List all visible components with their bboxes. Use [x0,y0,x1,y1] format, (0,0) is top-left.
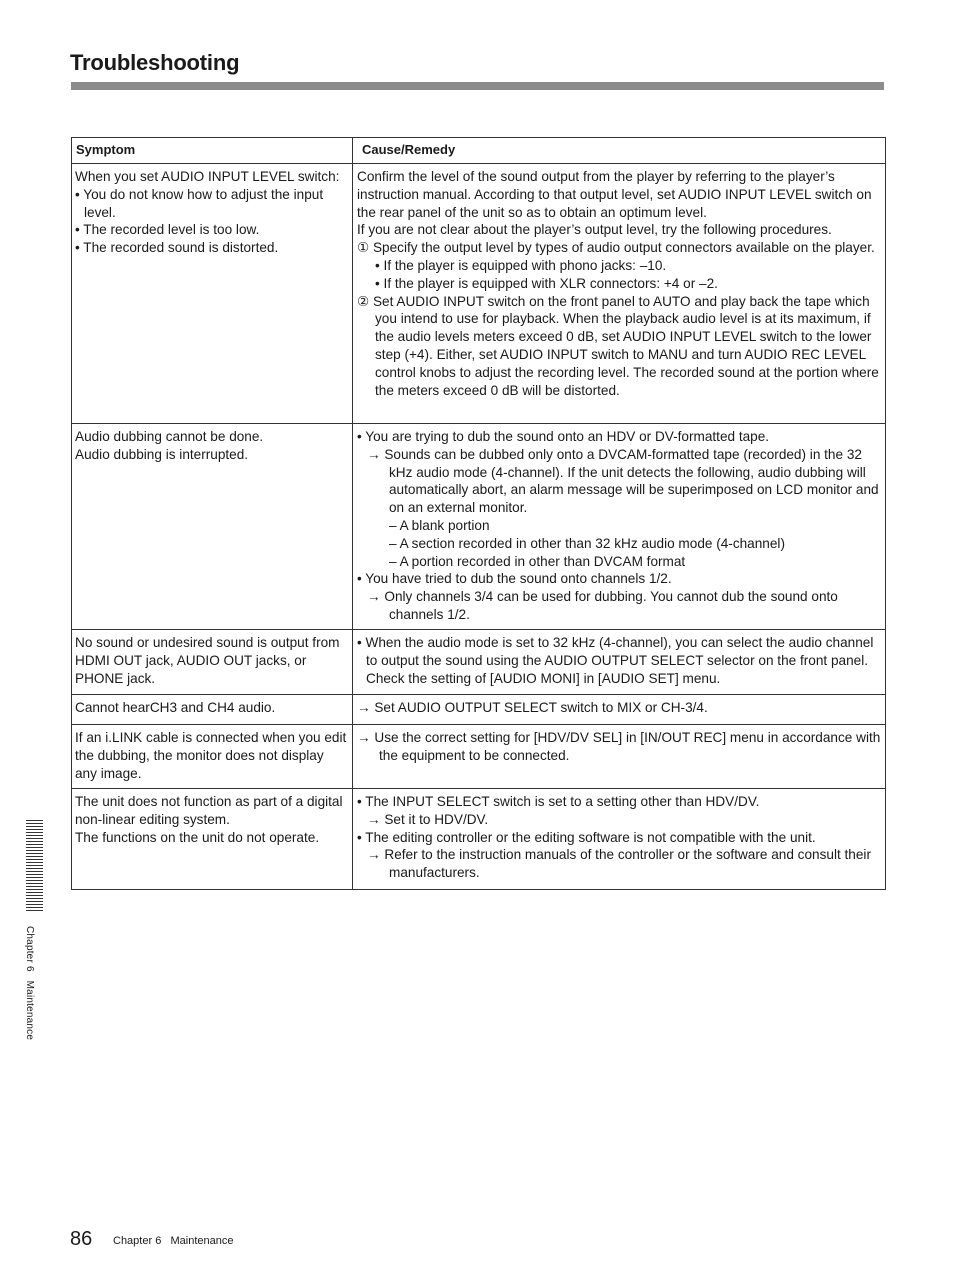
symptom-cell [72,164,353,424]
dash-item: – A section recorded in other than 32 kHz audio mode (4-channel) [389,535,785,551]
symptom-bullet: • You do not know how to adjust the input level. [75,186,324,220]
cause-cell [353,164,886,424]
remedy-arrow-text: → Refer to the instruction manuals of the controller or the software and consult their manufacturers. [367,847,871,881]
symptom-text: Cannot hearCH3 and CH4 audio. [75,700,276,715]
cause-bullet: • The editing controller or the editing software is not compatible with the unit. [357,829,816,845]
page-number: 86 [70,1228,93,1250]
page-title: Troubleshooting [70,50,240,75]
cause-text: If you are not clear about the player’s output level, try the following procedures. [357,222,832,238]
cause-bullet: • When the audio mode is set to 32 kHz (4-channel), you can select the audio channel to output the sound using the AUDIO OUTPUT SELECT selector on the front panel. Check the setting of [AUDIO MONI] in [AUDIO SET] menu. [357,635,874,686]
remedy-arrow-text: → Use the correct setting for [HDV/DV SEL] in [IN/OUT REC] menu in accordance with the equipment to be connected. [357,730,881,763]
cause-header: Cause/Remedy [353,138,886,164]
table-row [72,695,886,725]
symptom-header: Symptom [72,138,353,164]
cause-cell [353,725,886,789]
cause-bullet: • The INPUT SELECT switch is set to a setting other than HDV/DV. [357,794,760,809]
symptom-text: Audio dubbing cannot be done. [75,429,264,444]
symptom-text: When you set AUDIO INPUT LEVEL switch: [75,169,340,184]
table-row [72,424,886,630]
symptom-text: The functions on the unit do not operate. [75,829,320,845]
table-row [72,630,886,695]
side-chapter-label: Chapter 6 Maintenance [24,926,35,1041]
title-rule [71,82,884,90]
remedy-arrow-text: → Set AUDIO OUTPUT SELECT switch to MIX or CH-3/4. [357,700,708,715]
symptom-cell [72,630,353,695]
numbered-step: ① Specify the output level by types of audio output connectors available on the player. [357,240,875,256]
symptom-text: No sound or undesired sound is output from HDMI OUT jack, AUDIO OUT jacks, or PHONE jack. [75,635,340,686]
dash-item: – A blank portion [389,517,490,533]
symptom-cell [72,725,353,789]
symptom-text: If an i.LINK cable is connected when you edit the dubbing, the monitor does not display any image. [75,730,347,781]
numbered-step: ② Set AUDIO INPUT switch on the front panel to AUTO and play back the tape which you intend to use for playback. When the playback audio level is at its maximum, if the audio levels meters exceed 0 dB, set AUDIO INPUT LEVEL switch to the lower step (+4). Either, set AUDIO INPUT switch to MANU and turn AUDIO REC LEVEL control knobs to adjust the recording level. The recorded sound at the portion where the meters exceed 0 dB will be distorted. [357,293,879,398]
table-header-row [72,138,886,164]
symptom-text: Audio dubbing is interrupted. [75,446,249,462]
footer-chapter-label: Chapter 6 Maintenance [113,1235,234,1247]
troubleshooting-table [71,137,886,890]
cause-cell [353,424,886,630]
cause-bullet: • You have tried to dub the sound onto channels 1/2. [357,571,672,587]
cause-bullet: • You are trying to dub the sound onto an HDV or DV-formatted tape. [357,429,770,444]
table-row [72,789,886,890]
cause-cell [353,695,886,725]
chapter-thumb-tab [26,820,43,912]
cause-cell [353,789,886,890]
dash-item: – A portion recorded in other than DVCAM format [389,553,686,569]
symptom-cell [72,789,353,890]
remedy-arrow-text: → Set it to HDV/DV. [367,811,489,827]
symptom-text: The unit does not function as part of a digital non-linear editing system. [75,794,343,827]
symptom-bullet: • The recorded sound is distorted. [75,240,279,256]
step-subitem: • If the player is equipped with XLR connectors: +4 or –2. [375,275,718,291]
table-row [72,725,886,789]
remedy-arrow-text: → Only channels 3/4 can be used for dubbing. You cannot dub the sound onto channels 1/2. [367,589,838,622]
symptom-cell [72,424,353,630]
cause-text: Confirm the level of the sound output from the player by referring to the player’s instruction manual. According to that output level, set AUDIO INPUT LEVEL switch on the rear panel of the unit so as to obtain an optimum level. [357,169,872,220]
table-row [72,164,886,424]
symptom-bullet: • The recorded level is too low. [75,222,260,238]
remedy-arrow-text: → Sounds can be dubbed only onto a DVCAM-formatted tape (recorded) in the 32 kHz audio mode (4-channel). If the unit detects the following, audio dubbing will automatically abort, an alarm message will be superimposed on LCD monitor and on an external monitor. [367,446,879,516]
cause-cell [353,630,886,695]
symptom-cell [72,695,353,725]
step-subitem: • If the player is equipped with phono jacks: –10. [375,257,667,273]
